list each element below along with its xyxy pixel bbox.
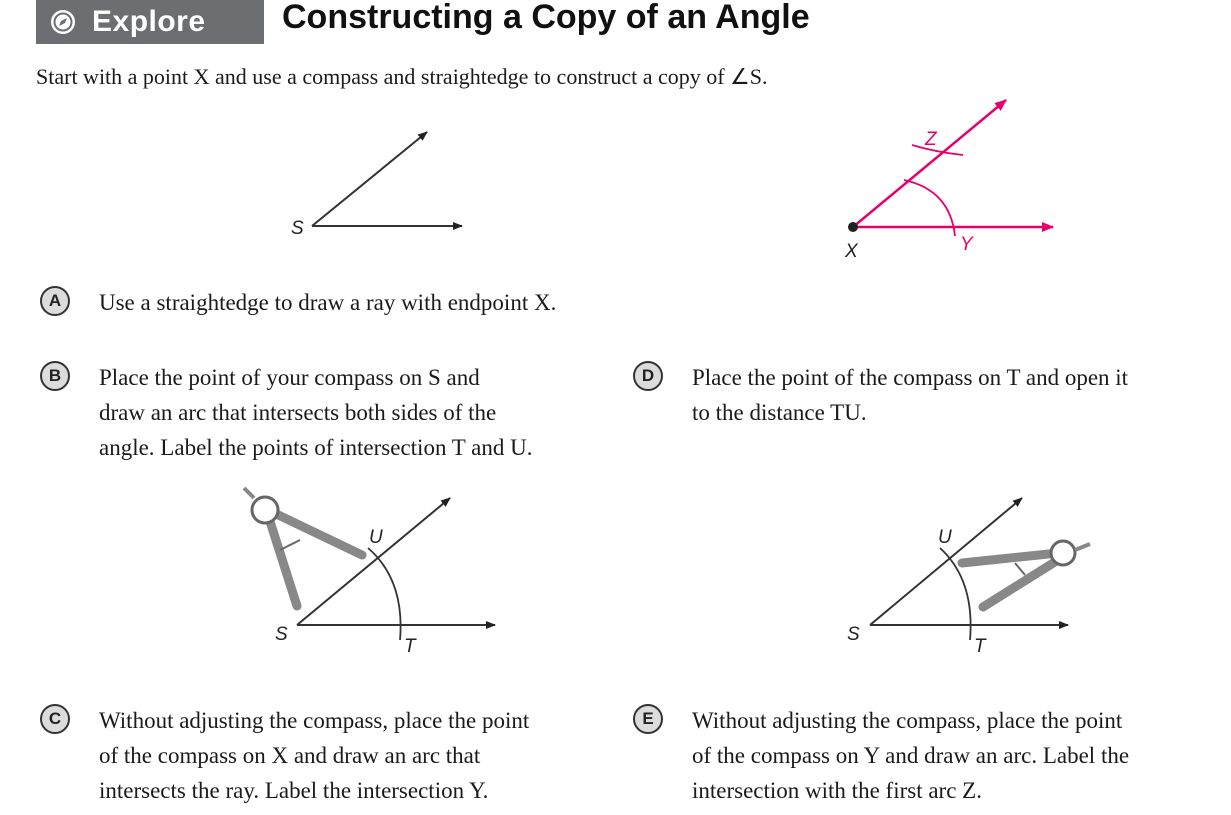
step-text-line: of the compass on Y and draw an arc. Label the [692,743,1130,768]
step-badge: A [40,286,70,316]
step-d-figure [870,498,1090,640]
step-text-line: draw an arc that intersects both sides of the [99,400,497,425]
label-x: X [845,241,858,262]
intro-text: Start with a point X and use a compass and straightedge to construct a copy of ∠S. [36,64,768,89]
step-text-line: to the distance TU. [692,400,867,425]
page-title: Constructing a Copy of an Angle [282,0,810,36]
step-c [40,703,529,808]
step-a-text [99,285,556,320]
step-text-line: Without adjusting the compass, place the point [99,708,530,733]
step-badge: C [40,704,70,734]
label-z: Z [925,129,937,150]
step-text-line: of the compass on X and draw an arc that [99,743,481,768]
label-s-d: S [847,624,860,645]
step-b-text [99,360,533,465]
label-u-b: U [369,527,383,548]
label-s-top: S [291,218,304,239]
label-s-b: S [275,624,288,645]
step-b-figure [244,488,495,640]
step-text-line: Place the point of the compass on T and open it [692,365,1129,390]
step-text-line: intersection with the first arc Z. [692,778,982,803]
explore-label: Explore [92,5,206,38]
step-badge: E [633,704,663,734]
step-c-text [99,703,529,808]
label-u-d: U [938,527,952,548]
label-t-d: T [974,636,986,657]
label-y: Y [960,234,973,255]
step-badge: B [40,361,70,391]
label-t-b: T [404,636,416,657]
step-text-line: Without adjusting the compass, place the point [692,708,1123,733]
step-e [633,703,1129,808]
step-badge: D [633,361,663,391]
step-e-text [692,703,1129,808]
angle-s-rays [312,132,462,226]
step-text-line: angle. Label the points of intersection T and U. [99,435,533,460]
step-a [40,285,556,320]
step-text-line: Use a straightedge to draw a ray with endpoint X. [99,290,557,315]
copy-figure [848,100,1053,236]
step-text-line: Place the point of your compass on S and [99,365,480,390]
point-x-dot [848,222,858,232]
step-text-line: intersects the ray. Label the intersection Y. [99,778,489,803]
step-d [633,360,1128,430]
step-d-text [692,360,1128,430]
step-b [40,360,533,465]
